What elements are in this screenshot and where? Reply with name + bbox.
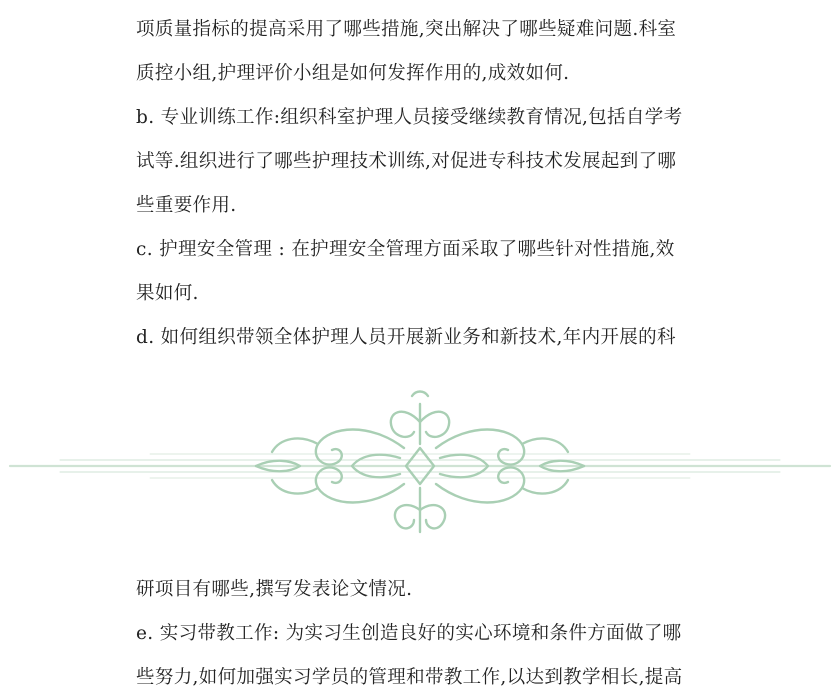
document-text-top [0,8,840,360]
document-text-bottom [0,568,840,700]
text-line: 些重要作用. [136,195,237,216]
text-line: 果如何. [136,283,199,304]
text-line: c. 护理安全管理 : 在护理安全管理方面采取了哪些针对性措施,效 [136,239,675,260]
text-line: e. 实习带教工作: 为实习生创造良好的实心环境和条件方面做了哪 [136,623,682,644]
text-line: b. 专业训练工作:组织科室护理人员接受继续教育情况,包括自学考 [136,107,683,128]
text-line: 试等.组织进行了哪些护理技术训练,对促进专科技术发展起到了哪 [136,151,677,172]
text-line: 些努力,如何加强实习学员的管理和带教工作,以达到教学相长,提高 [136,667,683,688]
flourish-divider-icon [0,382,840,542]
text-line: 质控小组,护理评价小组是如何发挥作用的,成效如何. [136,63,570,84]
text-line: d. 如何组织带领全体护理人员开展新业务和新技术,年内开展的科 [136,327,676,348]
flourish-scrollwork [256,392,584,533]
text-line: 项质量指标的提高采用了哪些措施,突出解决了哪些疑难问题.科室 [136,19,677,40]
divider-lines [10,454,830,478]
text-line: 研项目有哪些,撰写发表论文情况. [136,579,413,600]
